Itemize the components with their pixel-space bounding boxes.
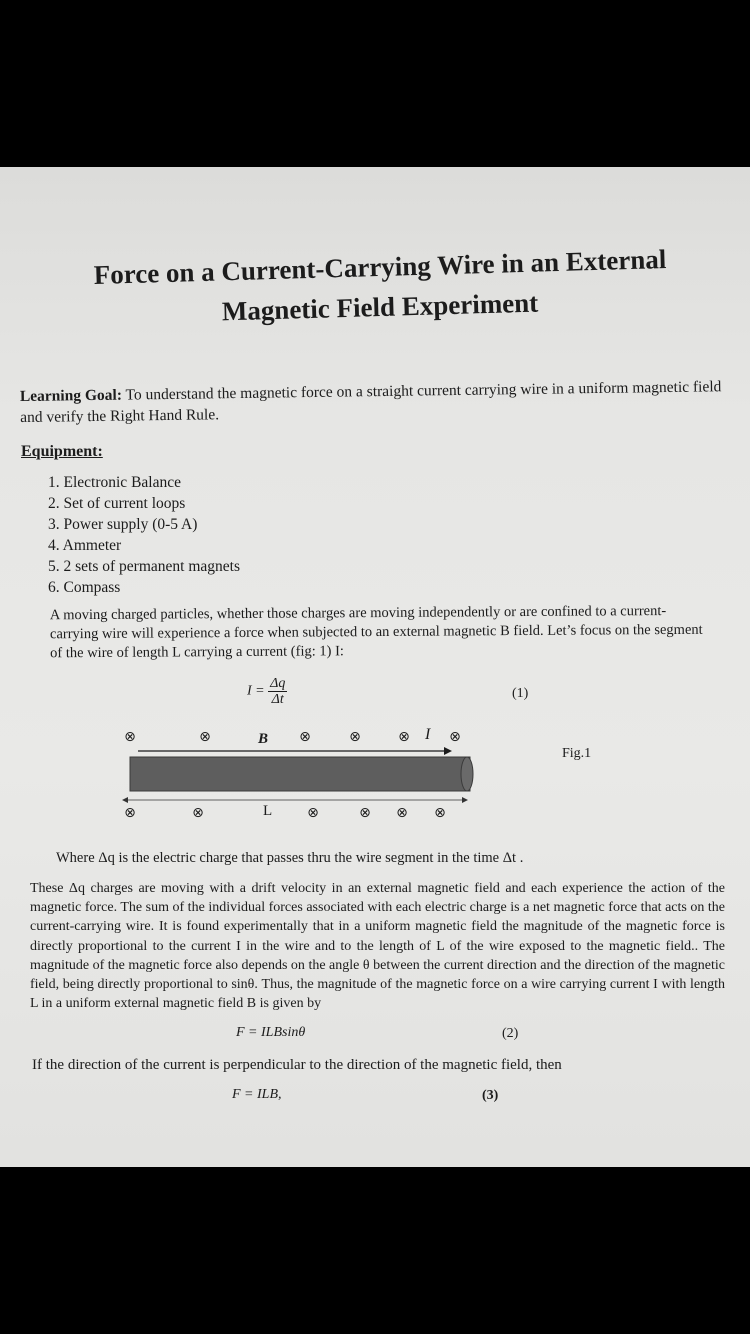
eq2-number: (2) xyxy=(502,1026,519,1041)
list-item: 4. Ammeter xyxy=(48,537,122,554)
equation-2: F = ILBsinθ xyxy=(236,1025,306,1040)
document-page xyxy=(0,167,750,1167)
field-into-page-icon: ⊗ xyxy=(349,729,361,745)
learning-goal-text: To understand the magnetic force on a straight current carrying wire in a uniform magnetic field and verify the Right Hand Rule. xyxy=(20,378,722,427)
intro-paragraph: A moving charged particles, whether those charges are moving independently or are confined to a current-carrying wire will experience a force when subjected to an external magnetic B field. Let’s focus on the segment of the wire of length L carrying a current (fig: 1) I: xyxy=(49,603,703,662)
label-L: L xyxy=(263,803,273,819)
equipment-list xyxy=(48,472,240,598)
wire-diagram xyxy=(0,719,750,829)
list-item: 1. Electronic Balance xyxy=(48,474,181,491)
equipment-heading: Equipment: xyxy=(21,443,103,460)
body-paragraph: These Δq charges are moving with a drift velocity in an external magnetic field and each experience the action of the magnetic force. The sum of the individual forces associated with each electric charge is a net magnetic force that acts on the current-carrying wire. It is found experimentally that in a uniform magnetic field the magnitude of the magnetic force is directly proportional to the current I in the wire and to the length of L of the wire exposed to the magnetic field.. The magnitude of the magnetic force also depends on the angle θ between the current direction and the direction of the magnetic field, being directly proportional to sinθ. Thus, the magnitude of the magnetic force on a wire carrying current I with length L in a uniform external magnetic field B is given by xyxy=(30,881,725,1012)
perpendicular-line: If the direction of the current is perpendicular to the direction of the magnetic field, then xyxy=(32,1057,562,1073)
field-into-page-icon: ⊗ xyxy=(199,729,211,745)
learning-goal xyxy=(20,376,746,428)
figure-1 xyxy=(0,719,750,829)
wire xyxy=(130,757,470,791)
equation-3: F = ILB, xyxy=(232,1087,282,1102)
label-I: I xyxy=(425,726,431,743)
wire-end xyxy=(461,757,473,791)
list-item: 6. Compass xyxy=(48,579,121,596)
list-item: 2. Set of current loops xyxy=(48,495,186,512)
eq3-number: (3) xyxy=(482,1088,499,1103)
learning-goal-label: Learning Goal: xyxy=(19,386,123,406)
list-item: 3. Power supply (0-5 A) xyxy=(48,516,198,533)
field-into-page-icon: ⊗ xyxy=(124,729,136,745)
current-arrow-head xyxy=(444,747,452,755)
eq1-lhs: I = xyxy=(247,683,265,699)
eq1-numerator: Δq xyxy=(270,676,286,691)
eq1-number: (1) xyxy=(512,686,529,701)
label-B: B xyxy=(258,731,269,747)
field-into-page-icon: ⊗ xyxy=(299,729,311,745)
title-line-2: Magnetic Field Experiment xyxy=(221,287,539,327)
list-item: 5. 2 sets of permanent magnets xyxy=(48,558,240,575)
field-into-page-icon: ⊗ xyxy=(434,805,446,821)
figure-caption: Fig.1 xyxy=(562,746,592,761)
length-arrow-left-head xyxy=(122,797,128,803)
eq1-denominator: Δt xyxy=(271,692,284,707)
field-into-page-icon: ⊗ xyxy=(307,805,319,821)
field-into-page-icon: ⊗ xyxy=(398,729,410,745)
field-into-page-icon: ⊗ xyxy=(124,805,136,821)
title-line-1: Force on a Current-Carrying Wire in an External xyxy=(93,244,667,290)
field-into-page-icon: ⊗ xyxy=(192,805,204,821)
field-into-page-icon: ⊗ xyxy=(449,729,461,745)
equation-1 xyxy=(247,676,287,707)
where-line: Where Δq is the electric charge that passes thru the wire segment in the time Δt . xyxy=(56,850,524,866)
eq1-fraction xyxy=(268,676,287,707)
field-into-page-icon: ⊗ xyxy=(396,805,408,821)
field-into-page-icon: ⊗ xyxy=(359,805,371,821)
length-arrow-right-head xyxy=(462,797,468,803)
